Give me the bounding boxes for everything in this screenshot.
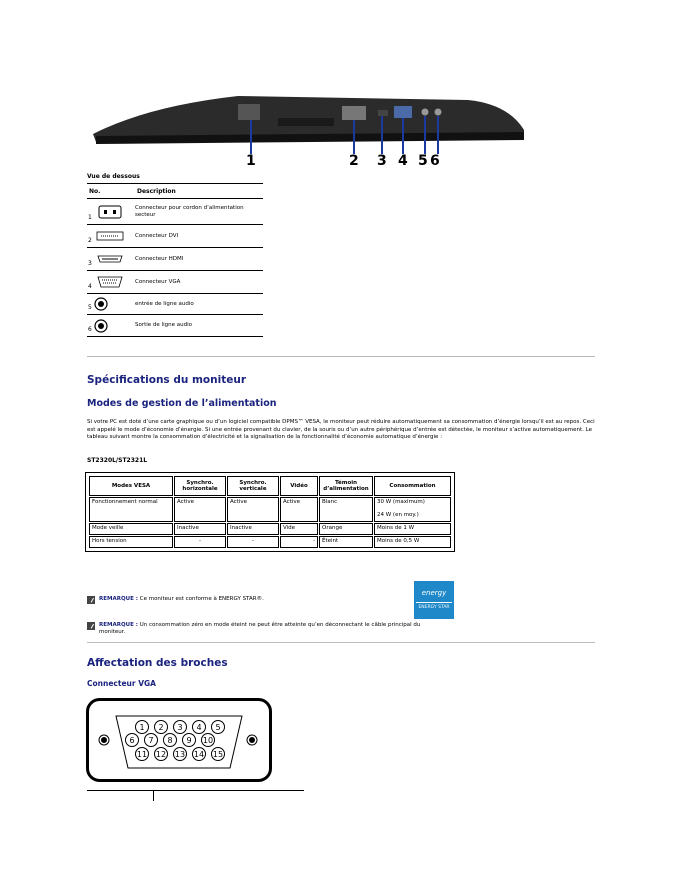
header-cell: Témoin d’alimentation (319, 476, 373, 496)
table-row (87, 271, 263, 294)
table-row (89, 536, 451, 548)
divider (87, 356, 595, 357)
power-paragraph: Si votre PC est doté d’une carte graphique ou d’un logiciel compatible DPMS™ VESA, le moniteur peut réduire automatiquement sa consommation d’énergie lorsqu’il est au repos. Ceci est appelé le mode d’économie d’énergie. Si une entrée provenant du clavier, de la souris ou d’un autre périphérique d’entrée est détectée, le moniteur s’active automatiquement. Le tableau suivant montre la consommation d’électricité et la signalisation de la fonctionnalité d’économie automatique d’énergie : (87, 419, 595, 440)
hdmi-connector-icon (93, 255, 127, 263)
note-label: REMARQUE : (99, 596, 138, 602)
vga-pin-label: 15 (212, 750, 224, 759)
monitor-bottom-view-image (88, 86, 528, 176)
header-cell: Vidéo (280, 476, 318, 496)
ports-table-title: Vue de dessous (87, 173, 140, 180)
note-text: Un consommation zéro en mode éteint ne peut être atteinte qu’en déconnectant le câble principal du moniteur. (99, 622, 421, 635)
energy-star-label: ENERGY STAR (416, 602, 452, 610)
vga-pin-label: 9 (186, 736, 192, 745)
cell: Active (280, 497, 318, 522)
cell-consumption (374, 497, 451, 522)
table-row (87, 248, 263, 271)
row-number: 3 (88, 260, 92, 267)
cell: Active (174, 497, 226, 522)
row-description: Sortie de ligne audio (135, 322, 192, 328)
row-description: Connecteur HDMI (135, 255, 184, 262)
row-description: Connecteur pour cordon d’alimentation secteur (135, 204, 244, 218)
row-description: Connecteur DVI (135, 232, 179, 239)
header-cell: Synchro. verticale (227, 476, 279, 496)
energy-star-logo (414, 581, 454, 619)
header-cell: Synchro. horizontale (174, 476, 226, 496)
audio-jack-icon (93, 297, 109, 311)
cell: Inactive (227, 523, 279, 535)
vga-pin-label: 6 (129, 736, 135, 745)
vga-pin-label: 11 (136, 750, 148, 759)
consumption-avg: 24 W (en moy.) (377, 512, 419, 518)
power-connector-icon (93, 205, 127, 219)
cell: - (227, 536, 279, 548)
consumption-max: 30 W (maximum) (377, 499, 425, 505)
row-number: 2 (88, 237, 92, 244)
cell: Mode veille (89, 523, 173, 535)
table-row (89, 523, 451, 535)
cell: - (280, 536, 318, 548)
cell: Blanc (319, 497, 373, 522)
vga-pin-label: 3 (177, 723, 183, 732)
header-description: Description (137, 187, 176, 195)
callout-5: 5 (418, 153, 428, 169)
header-no: No. (89, 187, 101, 195)
vga-pin-label: 13 (174, 750, 186, 759)
cell: Inactive (174, 523, 226, 535)
power-table-header (89, 476, 451, 496)
pin-table-top (87, 790, 304, 801)
model-name: ST2320L/ST2321L (87, 457, 148, 464)
row-number: 5 (88, 304, 92, 311)
vga-pin-diagram (86, 698, 272, 782)
row-description: entrée de ligne audio (135, 300, 194, 307)
vga-pin-label: 1 (139, 723, 145, 732)
vga-connector-icon (93, 276, 127, 288)
specs-heading: Spécifications du moniteur (87, 374, 246, 386)
header-cell: Consommation (374, 476, 451, 496)
callout-4: 4 (398, 153, 408, 169)
table-row (87, 294, 263, 315)
note-icon (87, 596, 95, 604)
callout-2: 2 (349, 153, 359, 169)
cell: Fonctionnement normal (89, 497, 173, 522)
table-row (87, 315, 263, 337)
cell: Vide (280, 523, 318, 535)
callout-6: 6 (430, 153, 440, 169)
cell: Orange (319, 523, 373, 535)
energy-star-script: energy (421, 589, 447, 597)
divider (87, 642, 595, 643)
row-description: Connecteur VGA (135, 278, 181, 285)
cell: - (174, 536, 226, 548)
cell: Hors tension (89, 536, 173, 548)
vga-pin-label: 5 (215, 723, 221, 732)
power-table (85, 472, 455, 552)
audio-jack-icon (93, 319, 109, 333)
vga-pin-label: 8 (167, 736, 173, 745)
cell: Moins de 1 W (374, 523, 451, 535)
vga-pin-label: 10 (202, 736, 214, 745)
vga-pin-label: 12 (155, 750, 167, 759)
vga-pin-label: 14 (193, 750, 205, 759)
row-number: 6 (88, 326, 92, 333)
cell: Active (227, 497, 279, 522)
table-row (87, 199, 263, 225)
cell: Moins de 0,5 W (374, 536, 451, 548)
note-zero-consumption (87, 622, 427, 636)
note-energy-star (87, 596, 407, 604)
power-heading: Modes de gestion de l’alimentation (87, 398, 277, 409)
table-row (89, 497, 451, 522)
pin-heading: Affectation des broches (87, 657, 228, 669)
header-cell: Modes VESA (89, 476, 173, 496)
table-row (87, 225, 263, 248)
vga-pin-label: 2 (158, 723, 164, 732)
row-number: 4 (88, 283, 92, 290)
callout-3: 3 (377, 153, 387, 169)
ports-table (87, 173, 263, 337)
note-label: REMARQUE : (99, 622, 138, 628)
ports-table-header (87, 183, 263, 199)
callout-1: 1 (246, 153, 256, 169)
note-text: Ce moniteur est conforme à ENERGY STAR®. (139, 596, 264, 602)
cell: Éteint (319, 536, 373, 548)
vga-pin-label: 7 (148, 736, 154, 745)
dvi-connector-icon (93, 231, 127, 241)
row-number: 1 (88, 214, 92, 221)
vga-connector-heading: Connecteur VGA (87, 679, 156, 688)
vga-pin-label: 4 (196, 723, 202, 732)
note-icon (87, 622, 95, 630)
